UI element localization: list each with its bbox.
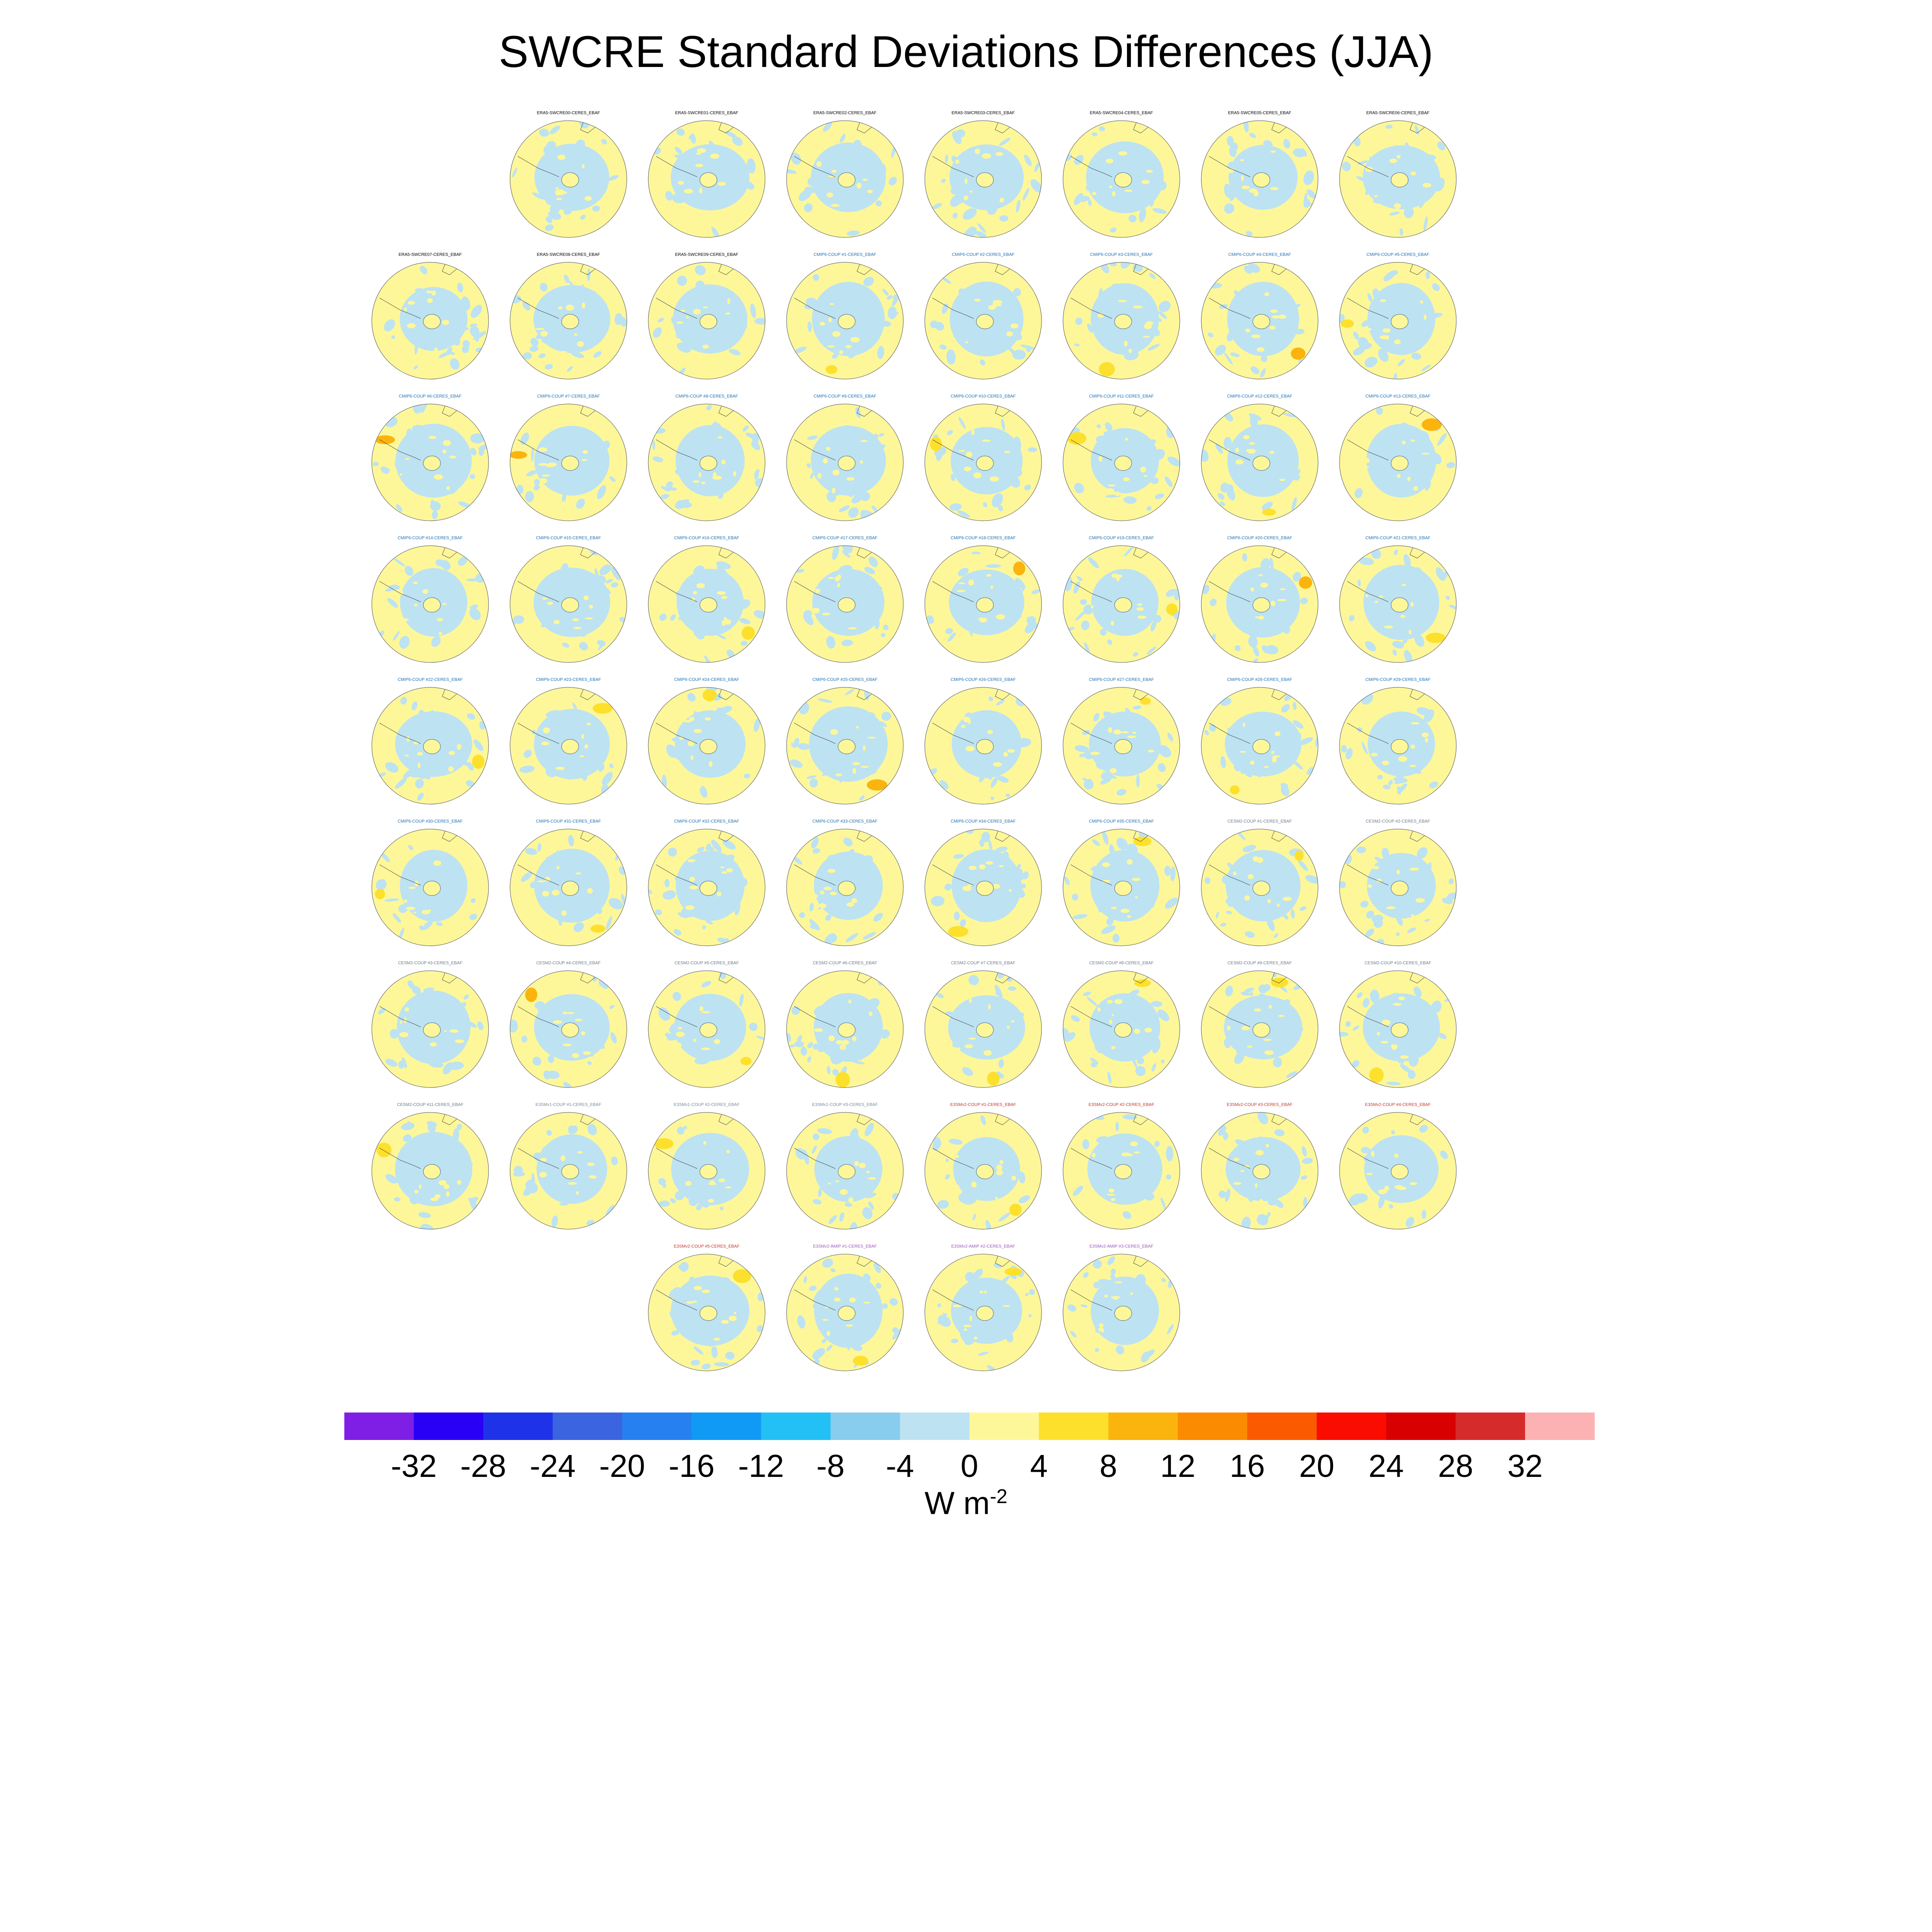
panel-title: CMIP6-COUP #1-CERES_EBAF [814, 252, 876, 257]
panel-title: CMIP6-COUP #27-CERES_EBAF [1089, 677, 1154, 682]
panel-title: E3SMv2-COUP #5-CERES_EBAF [674, 1244, 740, 1249]
panel-title: E3SMv2-COUP #2-CERES_EBAF [1088, 1103, 1154, 1107]
panel-title: CMIP6-COUP #9-CERES_EBAF [814, 394, 876, 399]
panel-title: CMIP6-COUP #12-CERES_EBAF [1227, 394, 1292, 399]
colorbar-tick-label: -16 [668, 1448, 715, 1484]
colorbar-tick-label: -12 [738, 1448, 784, 1484]
panel-title: CMIP6-COUP #22-CERES_EBAF [398, 677, 463, 682]
panel-title: CESM2-COUP #9-CERES_EBAF [1227, 961, 1292, 966]
panel-title: CMIP6-COUP #33-CERES_EBAF [812, 819, 878, 824]
panel-title: CMIP6-COUP #32-CERES_EBAF [674, 819, 739, 824]
colorbar-tick-label: -28 [460, 1448, 507, 1484]
panel-title: E3SMv2-COUP #3-CERES_EBAF [1227, 1103, 1293, 1107]
colorbar-tick-label: 20 [1299, 1448, 1335, 1484]
panel-title: E3SMv2-COUP #4-CERES_EBAF [1365, 1103, 1431, 1107]
panel-title: ERA5-SWCRE01-CERES_EBAF [675, 111, 738, 115]
panel-title: CMIP6-COUP #13-CERES_EBAF [1365, 394, 1431, 399]
units-exponent: -2 [990, 1485, 1008, 1507]
panel-title: ERA5-SWCRE06-CERES_EBAF [1366, 111, 1430, 115]
panel-title: CMIP6-COUP #15-CERES_EBAF [536, 536, 601, 541]
panel-title: CESM2-COUP #4-CERES_EBAF [536, 961, 601, 966]
panel-title: ERA5-SWCRE07-CERES_EBAF [398, 252, 462, 257]
panel-title: ERA5-SWCRE05-CERES_EBAF [1228, 111, 1291, 115]
panel-title: CMIP6-COUP #14-CERES_EBAF [398, 536, 463, 541]
panel-title: CESM2-COUP #5-CERES_EBAF [674, 961, 739, 966]
panel-title: CMIP6-COUP #26-CERES_EBAF [951, 677, 1016, 682]
colorbar-tick-label: 16 [1229, 1448, 1265, 1484]
colorbar-tick-label: -24 [529, 1448, 576, 1484]
panel-title: ERA5-SWCRE02-CERES_EBAF [813, 111, 877, 115]
colorbar-tick-label: 8 [1100, 1448, 1118, 1484]
panel-title: CMIP6-COUP #30-CERES_EBAF [398, 819, 463, 824]
panel-title: CMIP6-COUP #31-CERES_EBAF [536, 819, 601, 824]
colorbar-tick-label: 12 [1160, 1448, 1196, 1484]
colorbar-tick-label: 4 [1030, 1448, 1048, 1484]
panel-title: CMIP6-COUP #11-CERES_EBAF [1089, 394, 1154, 399]
panel-title: CMIP6-COUP #34-CERES_EBAF [951, 819, 1016, 824]
colorbar-tick-label: -20 [599, 1448, 645, 1484]
colorbar-tick-label: 32 [1507, 1448, 1543, 1484]
panel-title: CMIP6-COUP #3-CERES_EBAF [1090, 252, 1153, 257]
page-title: SWCRE Standard Deviations Differences (JJA) [498, 27, 1434, 77]
units-base: W m [924, 1485, 990, 1521]
panel-title: CESM2-COUP #10-CERES_EBAF [1364, 961, 1431, 966]
panel-title: CESM2-COUP #3-CERES_EBAF [398, 961, 462, 966]
panel-title: ERA5-SWCRE04-CERES_EBAF [1090, 111, 1153, 115]
panel-title: CMIP6-COUP #24-CERES_EBAF [674, 677, 739, 682]
panel-title: CESM2-COUP #8-CERES_EBAF [1089, 961, 1154, 966]
panel-title: CMIP6-COUP #4-CERES_EBAF [1228, 252, 1291, 257]
panel-title: CMIP6-COUP #21-CERES_EBAF [1365, 536, 1431, 541]
colorbar-units [0, 1485, 1932, 1522]
panel-title: E3SMv1-COUP #3-CERES_EBAF [812, 1103, 878, 1107]
panel-title: ERA5-SWCRE09-CERES_EBAF [675, 252, 738, 257]
panel-title: CMIP6-COUP #7-CERES_EBAF [537, 394, 600, 399]
panel-title: CESM2-COUP #2-CERES_EBAF [1366, 819, 1430, 824]
panel-title: CMIP6-COUP #16-CERES_EBAF [674, 536, 739, 541]
panel-title: CMIP6-COUP #6-CERES_EBAF [399, 394, 462, 399]
panel-title: CMIP6-COUP #17-CERES_EBAF [812, 536, 878, 541]
panel-title: E3SMv1-COUP #2-CERES_EBAF [674, 1103, 740, 1107]
panel-title: CESM2-COUP #1-CERES_EBAF [1227, 819, 1292, 824]
colorbar-tick-label: -4 [886, 1448, 914, 1484]
colorbar-tick-label: -8 [816, 1448, 845, 1484]
colorbar-tick-label: 0 [960, 1448, 978, 1484]
panel-title: CESM2-COUP #11-CERES_EBAF [397, 1103, 464, 1107]
panel-title: E3SMv1-COUP #1-CERES_EBAF [535, 1103, 601, 1107]
panel-title: E3SMv2-AMIP #1-CERES_EBAF [813, 1244, 877, 1249]
panel-title: CMIP6-COUP #8-CERES_EBAF [675, 394, 738, 399]
panel-title: CESM2-COUP #6-CERES_EBAF [813, 961, 877, 966]
panel-title: CMIP6-COUP #10-CERES_EBAF [951, 394, 1016, 399]
panel-title: CMIP6-COUP #20-CERES_EBAF [1227, 536, 1292, 541]
panel-title: ERA5-SWCRE03-CERES_EBAF [951, 111, 1015, 115]
panel-title: CMIP6-COUP #23-CERES_EBAF [536, 677, 601, 682]
panel-title: E3SMv2-AMIP #3-CERES_EBAF [1089, 1244, 1154, 1249]
panel-title: CMIP6-COUP #28-CERES_EBAF [1227, 677, 1292, 682]
panel-title: CMIP6-COUP #19-CERES_EBAF [1089, 536, 1154, 541]
panel-title: ERA5-SWCRE08-CERES_EBAF [537, 252, 600, 257]
colorbar-tick-label: 28 [1438, 1448, 1473, 1484]
panel-title: CMIP6-COUP #35-CERES_EBAF [1089, 819, 1154, 824]
panel-title: CMIP6-COUP #29-CERES_EBAF [1365, 677, 1431, 682]
panel-title: ERA5-SWCRE00-CERES_EBAF [537, 111, 600, 115]
panel-title: E3SMv2-AMIP #2-CERES_EBAF [951, 1244, 1015, 1249]
panel-title: E3SMv2-COUP #1-CERES_EBAF [950, 1103, 1016, 1107]
panel-title: CMIP6-COUP #2-CERES_EBAF [952, 252, 1015, 257]
panel-title: CMIP6-COUP #5-CERES_EBAF [1367, 252, 1429, 257]
colorbar-tick-label: 24 [1368, 1448, 1404, 1484]
panel-title: CMIP6-COUP #18-CERES_EBAF [951, 536, 1016, 541]
panel-title: CESM2-COUP #7-CERES_EBAF [951, 961, 1015, 966]
colorbar-tick-label: -32 [391, 1448, 437, 1484]
panel-title: CMIP6-COUP #25-CERES_EBAF [812, 677, 878, 682]
